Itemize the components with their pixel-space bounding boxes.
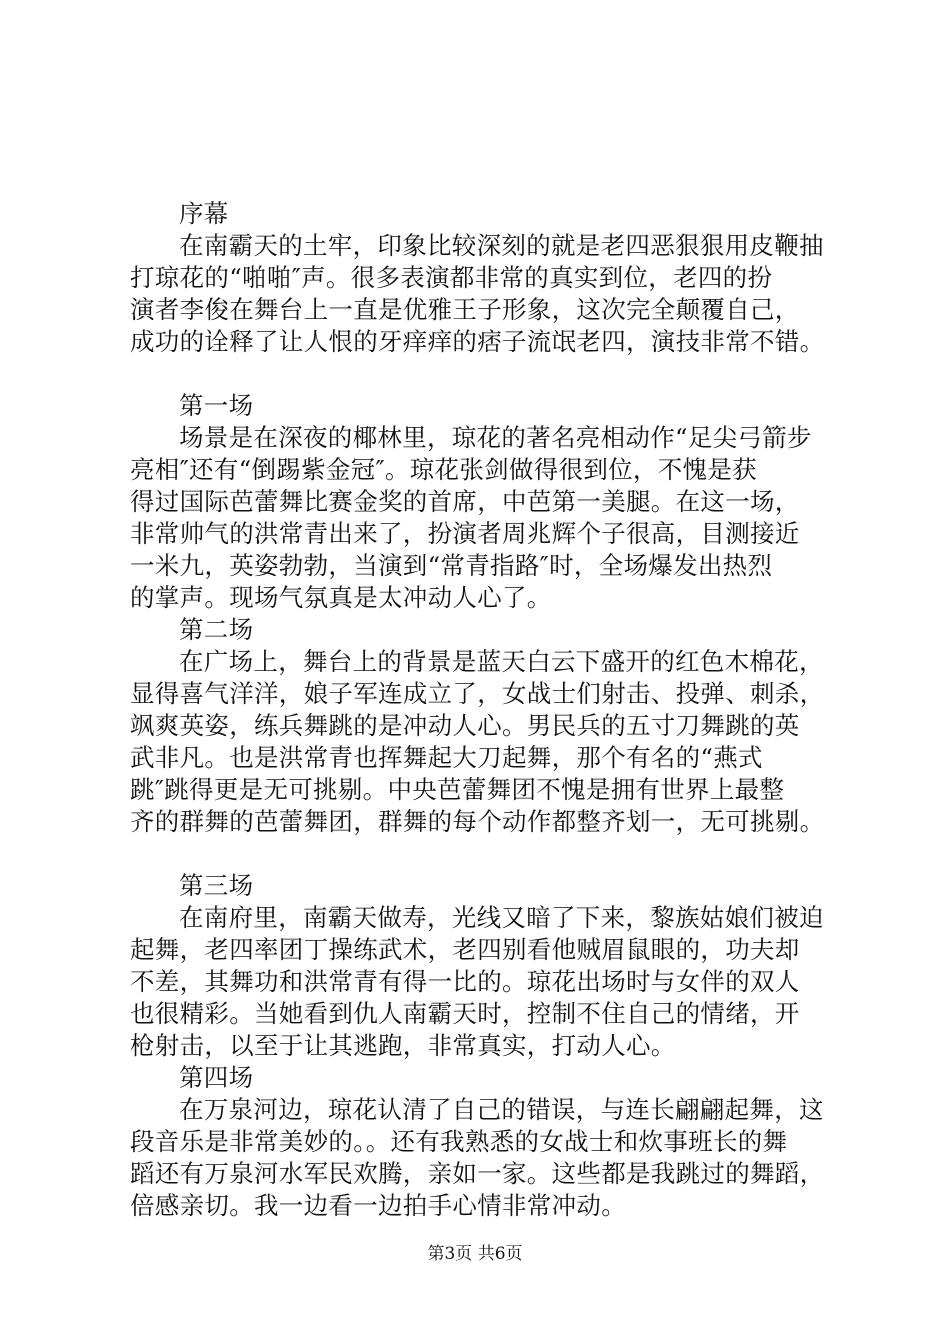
paragraph-line: 在南府里，南霸天做寿，光线又暗了下来，黎族姑娘们被迫 [179,903,824,932]
paragraph-line: 飒爽英姿，练兵舞跳的是冲动人心。男民兵的五寸刀舞跳的英 [130,711,800,740]
paragraph-line: 在广场上，舞台上的背景是蓝天白云下盛开的红色木棉花， [179,647,824,676]
paragraph-line: 场景是在深夜的椰林里，琼花的著名亮相动作“足尖弓箭步 [179,423,812,452]
page-footer-page-number: 第3页 共6页 [427,1244,523,1264]
paragraph-line: 得过国际芭蕾舞比赛金奖的首席，中芭第一美腿。在这一场， [130,487,800,516]
paragraph-line: 一米九，英姿勃勃，当演到“常青指路″时，全场爆发出热烈 [130,551,773,580]
paragraph-line: 起舞，老四率团丁操练武术，老四别看他贼眉鼠眼的，功夫却 [130,935,800,964]
paragraph-line: 成功的诠释了让人恨的牙痒痒的痞子流氓老四，演技非常不错。 [130,327,825,356]
paragraph-line: 亮相″还有“倒踢紫金冠″。琼花张剑做得很到位，不愧是获 [130,455,757,484]
paragraph-line: 武非凡。也是洪常青也挥舞起大刀起舞，那个有名的“燕式 [130,743,763,772]
paragraph-spacer [130,358,835,390]
section-heading-scene-4: 第四场 [179,1063,254,1092]
section-heading-scene-3: 第三场 [179,871,254,900]
paragraph-line: 的掌声。现场气氛真是太冲动人心了。 [130,583,552,612]
paragraph-line: 显得喜气洋洋，娘子军连成立了，女战士们射击、投弹、刺杀， [130,679,825,708]
paragraph-line: 段音乐是非常美妙的。。还有我熟悉的女战士和炊事班长的舞 [130,1127,788,1156]
paragraph-line: 演者李俊在舞台上一直是优雅王子形象，这次完全颠覆自己， [130,295,800,324]
paragraph-line: 在南霸天的土牢，印象比较深刻的就是老四恶狠狠用皮鞭抽 [179,231,824,260]
section-heading-prologue: 序幕 [179,199,229,228]
paragraph-line: 非常帅气的洪常青出来了，扮演者周兆辉个子很高，目测接近 [130,519,800,548]
paragraph-spacer [130,838,835,870]
paragraph-line: 在万泉河边，琼花认清了自己的错误，与连长翩翩起舞，这 [179,1095,824,1124]
paragraph-line: 不差，其舞功和洪常青有得一比的。琼花出场时与女伴的双人 [130,967,800,996]
paragraph-line: 蹈还有万泉河水军民欢腾，亲如一家。这些都是我跳过的舞蹈， [130,1159,825,1188]
paragraph-line: 枪射击，以至于让其逃跑，非常真实，打动人心。 [130,1031,676,1060]
paragraph-line: 跳″跳得更是无可挑剔。中央芭蕾舞团不愧是拥有世界上最整 [130,775,785,804]
paragraph-line: 也很精彩。当她看到仇人南霸天时，控制不住自己的情绪，开 [130,999,800,1028]
section-heading-scene-1: 第一场 [179,391,254,420]
paragraph-line: 齐的群舞的芭蕾舞团，群舞的每个动作都整齐划一，无可挑剔。 [130,807,825,836]
paragraph-line: 打琼花的“啪啪″声。很多表演都非常的真实到位，老四的扮 [130,263,773,292]
document-body [130,198,835,1222]
paragraph-line: 倍感亲切。我一边看一边拍手心情非常冲动。 [130,1191,626,1220]
section-heading-scene-2: 第二场 [179,615,254,644]
